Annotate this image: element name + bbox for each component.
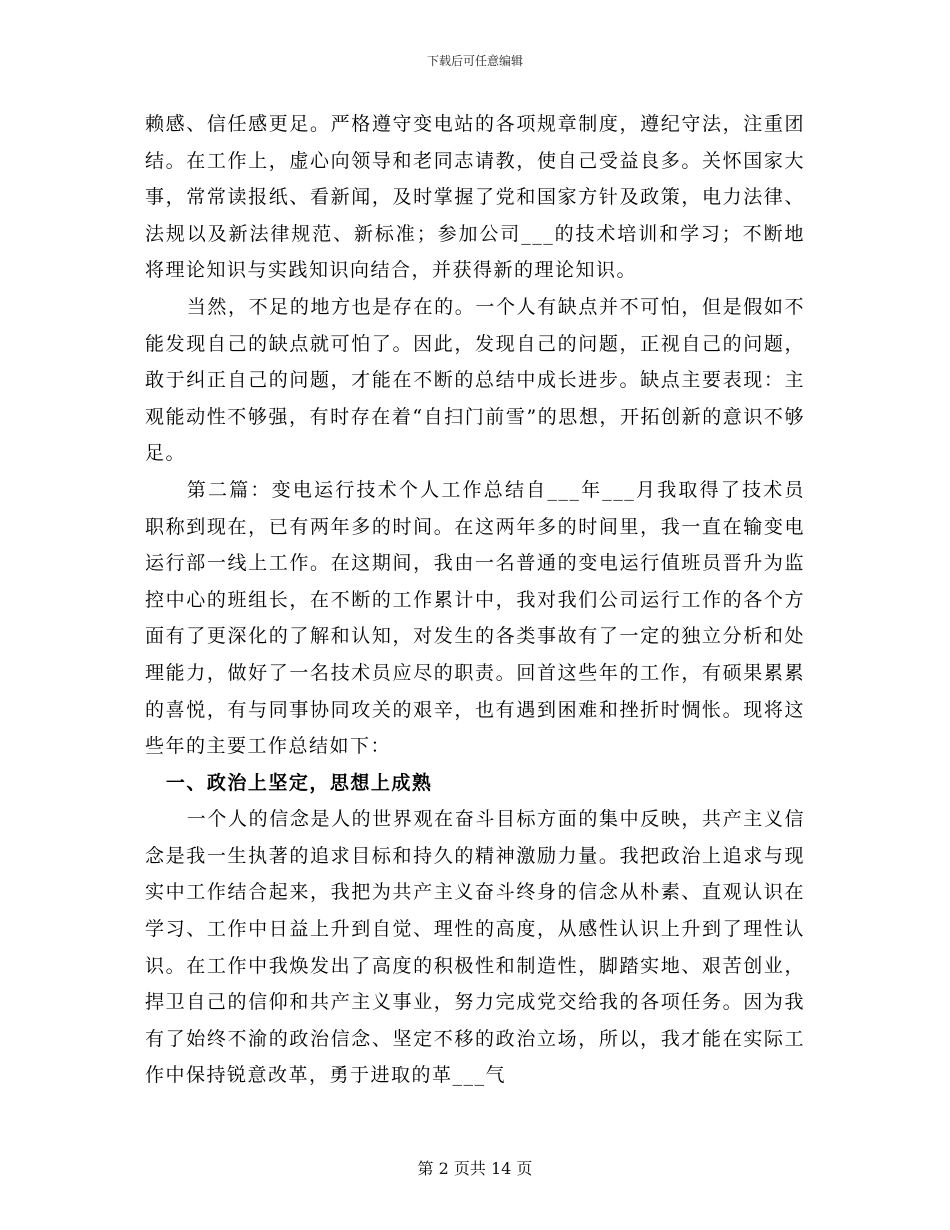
paragraph-shortcomings: 当然，不足的地方也是存在的。一个人有缺点并不可怕，但是假如不能发现自己的缺点就可怕了。因此，发现自己的问题，正视自己的问题，敢于纠正自己的问题，才能在不断的总结中成长进步。缺点主要表现：主观能动性不够强，有时存在着“自扫门前雪”的思想，开拓创新的意识不够足。 [145,295,805,465]
page-number-footer: 第 2 页共 14 页 [417,1159,533,1178]
document-body [145,106,805,1094]
section-heading-political: 一、政治上坚定，思想上成熟 [165,771,433,794]
paragraph-continuation: 赖感、信任感更足。严格遵守变电站的各项规章制度，遵纪守法，注重团结。在工作上，虚心向领导和老同志请教，使自己受益良多。关怀国家大事，常常读报纸、看新闻，及时掌握了党和国家方针及政策，电力法律、法规以及新法律规范、新标准；参加公司___的技术培训和学习；不断地将理论知识与实践知识向结合，并获得新的理论知识。 [145,113,805,282]
paragraph-second-article-intro: 第二篇：变电运行技术个人工作总结自___年___月我取得了技术员职称到现在，已有两年多的时间。在这两年多的时间里，我一直在输变电运行部一线上工作。在这期间，我由一名普通的变电运行值班员晋升为监控中心的班组长，在不断的工作累计中，我对我们公司运行工作的各个方面有了更深化的了解和认知，对发生的各类事故有了一定的独立分析和处理能力，做好了一名技术员应尽的职责。回首这些年的工作，有硕果累累的喜悦，有与同事协同攻关的艰辛，也有遇到困难和挫折时惆怅。现将这些年的主要工作总结如下： [145,478,805,758]
page-header: 下载后可任意编辑 [426,54,523,68]
paragraph-political-belief: 一个人的信念是人的世界观在奋斗目标方面的集中反映，共产主义信念是我一生执著的追求目标和持久的精神激励力量。我把政治上追求与现实中工作结合起来，我把为共产主义奋斗终身的信念从朴素、直观认识在学习、工作中日益上升到自觉、理性的高度，从感性认识上升到了理性认识。在工作中我焕发出了高度的积极性和制造性，脚踏实地、艰苦创业，捍卫自己的信仰和共产主义事业，努力完成党交给我的各项任务。因为我有了始终不渝的政治信念、坚定不移的政治立场，所以，我才能在实际工作中保持锐意改革，勇于进取的革___气 [145,808,805,1087]
